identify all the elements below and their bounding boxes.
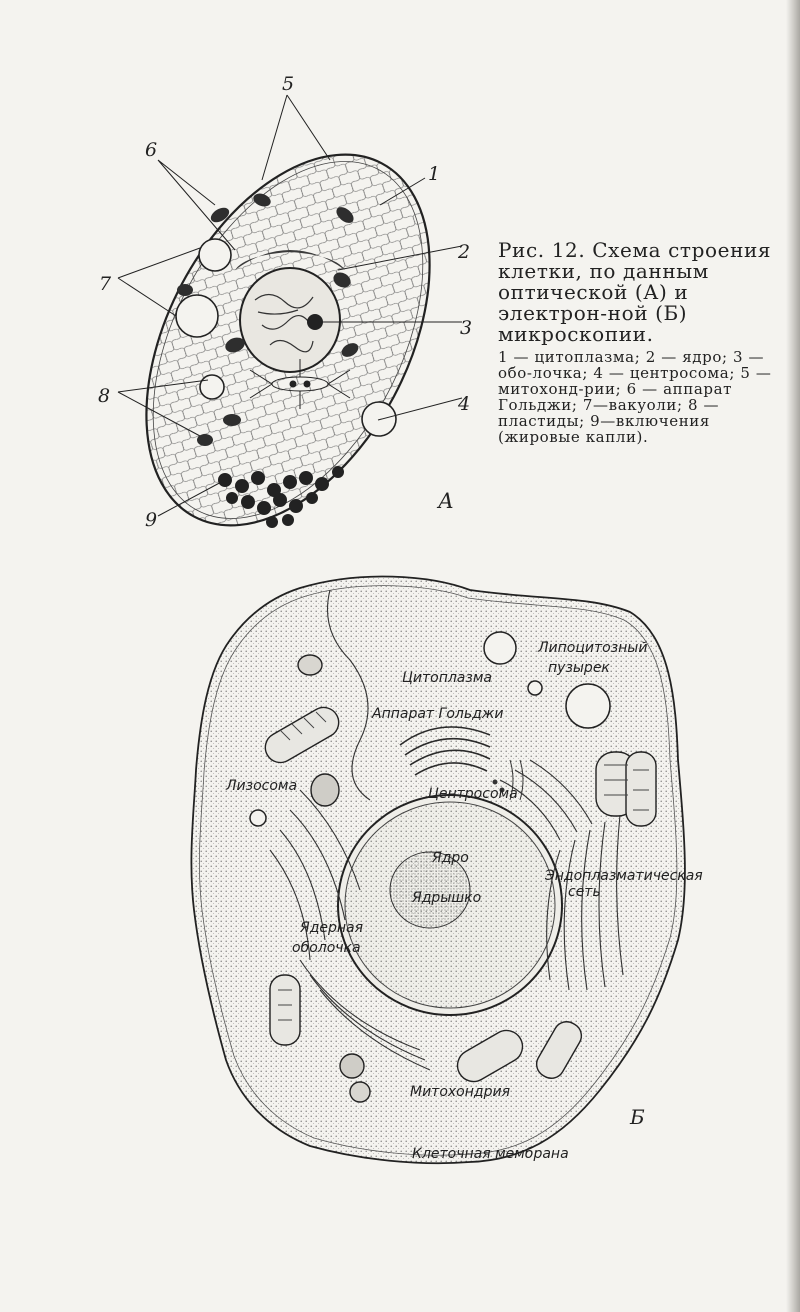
label-8: 8 <box>98 385 111 407</box>
label-mitochondria: Митохондрия <box>410 1084 510 1100</box>
label-er-2: сеть <box>568 884 601 900</box>
label-membrane: Клеточная мембрана <box>412 1146 569 1162</box>
panel-a-cell <box>88 73 488 573</box>
caption-legend: 1 — цитоплазма; 2 — ядро; 3 — обо-лочка; 4 — центросома; 5 — митохонд-рии; 6 — аппарат Гольджи; 7—вакуоли; 8 — пластиды; 9—включения (жировые капли). <box>498 348 772 446</box>
label-cytoplasm: Цитоплазма <box>402 670 492 686</box>
label-9: 9 <box>145 509 158 531</box>
label-3: 3 <box>460 317 473 339</box>
label-nuclear-2: оболочка <box>292 940 361 956</box>
label-golgi: Аппарат Гольджи <box>372 706 504 722</box>
label-centrosome: Центросома <box>428 786 518 802</box>
label-4: 4 <box>458 393 471 415</box>
label-vesicle: пузырек <box>548 660 610 676</box>
label-6: 6 <box>145 139 158 161</box>
label-nucleus: Ядро <box>432 850 469 866</box>
caption-title: Рис. 12. Схема строения клетки, по данным оптической (А) и электрон-ной (Б) микроскопии. <box>498 238 772 346</box>
label-lysosome: Лизосома <box>226 778 298 794</box>
figure-caption <box>498 240 788 445</box>
label-lipocytosis: Липоцитозный <box>538 640 648 656</box>
panel-b-cell <box>191 576 702 1163</box>
label-nuclear-1: Ядерная <box>300 920 364 936</box>
label-er-1: Эндоплазматическая <box>545 868 703 884</box>
label-5: 5 <box>282 73 295 95</box>
label-7: 7 <box>99 273 112 295</box>
label-1: 1 <box>428 163 441 185</box>
label-nucleolus: Ядрышко <box>412 890 482 906</box>
panel-b-label: Б <box>630 1105 645 1129</box>
label-2: 2 <box>458 241 471 263</box>
panel-a-label: А <box>438 489 454 513</box>
